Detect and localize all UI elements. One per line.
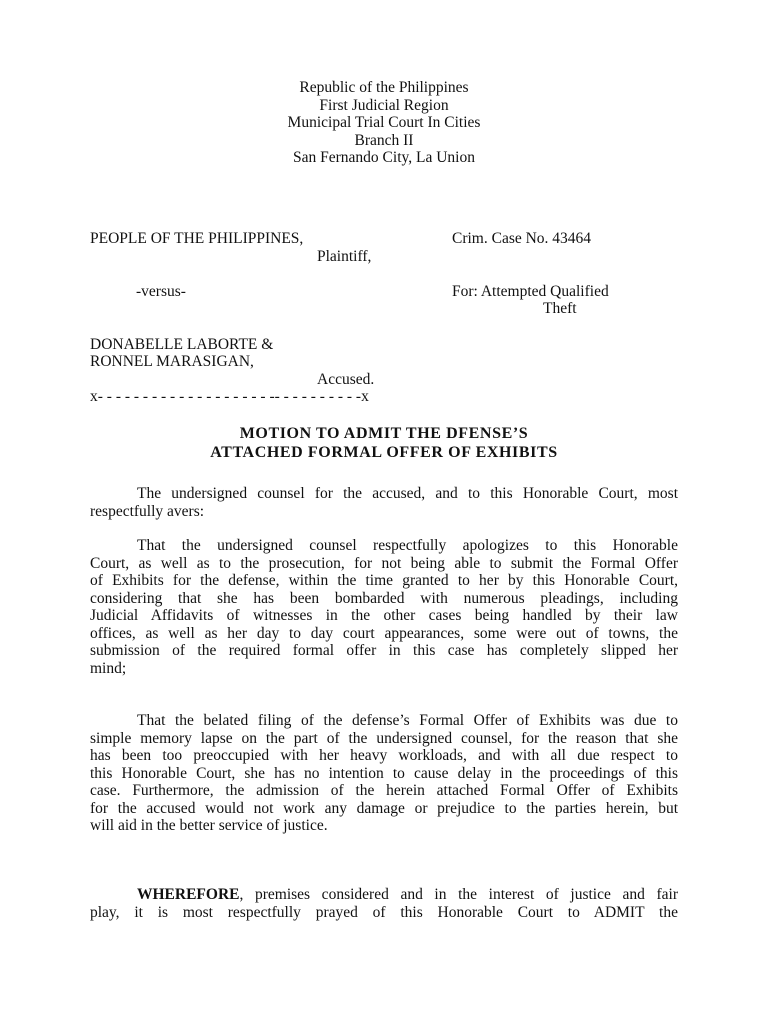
paragraph-line: Judicial Affidavits of witnesses in the other cases being handled by their law	[90, 607, 678, 624]
paragraph-line: will aid in the better service of justice.	[90, 817, 328, 834]
plaintiff-name: PEOPLE OF THE PHILIPPINES,	[90, 230, 304, 247]
paragraph-belated-filing	[90, 712, 678, 835]
paragraph-line: this Honorable Court, she has no intention to cause delay in the proceedings of this	[90, 764, 678, 782]
case-number: Crim. Case No. 43464	[452, 230, 592, 247]
paragraph-line: submission of the required formal offer in this case has completely slipped her	[90, 642, 678, 659]
paragraph-line: for the accused would not work any damage or prejudice to the parties herein, but	[90, 799, 678, 817]
plaintiff-role: Plaintiff,	[317, 248, 372, 265]
paragraph-apology	[90, 537, 678, 677]
accused-name: RONNEL MARASIGAN,	[90, 353, 254, 370]
paragraph-text: , premises considered and in the interest of justice and fair	[239, 886, 678, 903]
caption-separator: x- - - - - - - - - - - - - - - - - - - -- - - - - - - - - -x	[90, 388, 369, 405]
paragraph-intro	[90, 485, 678, 520]
paragraph-line: That the belated filing of the defense’s Formal Offer of Exhibits was due to	[137, 712, 678, 729]
paragraph-line	[90, 886, 678, 904]
versus-label: -versus-	[136, 283, 186, 300]
court-header-line: Republic of the Philippines	[299, 79, 469, 96]
motion-title-line: ATTACHED FORMAL OFFER OF EXHIBITS	[210, 444, 558, 461]
paragraph-line: considering that she has been bombarded with numerous pleadings, including	[90, 589, 678, 607]
paragraph-line: The undersigned counsel for the accused, and to this Honorable Court, most	[137, 485, 678, 502]
motion-title	[0, 424, 768, 462]
paragraph-line: case. Furthermore, the admission of the herein attached Formal Offer of Exhibits	[90, 782, 678, 799]
court-header-line: Branch II	[354, 131, 414, 149]
paragraph-line: has been too preoccupied with her heavy workloads, and with all due respect to	[90, 747, 678, 764]
accused-role: Accused.	[317, 371, 375, 388]
court-header-line: Municipal Trial Court In Cities	[287, 114, 481, 131]
paragraph-line: of Exhibits for the defense, within the time granted to her by this Honorable Court,	[90, 572, 678, 589]
paragraph-line: Court, as well as to the prosecution, for not being able to submit the Formal Offer	[90, 554, 678, 572]
paragraph-line: That the undersigned counsel respectfully apologizes to this Honorable	[137, 537, 678, 554]
offense-line: For: Attempted Qualified	[452, 283, 609, 300]
paragraph-line: respectfully avers:	[90, 502, 205, 520]
paragraph-line: simple memory lapse on the part of the undersigned counsel, for the reason that she	[90, 729, 678, 747]
motion-title-line: MOTION TO ADMIT THE DFENSE’S	[239, 425, 529, 442]
paragraph-wherefore	[90, 886, 678, 921]
offense-line: Theft	[543, 300, 577, 317]
court-header-line: First Judicial Region	[319, 96, 449, 114]
court-header-line: San Fernando City, La Union	[293, 149, 475, 166]
wherefore-keyword: WHEREFORE	[137, 886, 240, 903]
paragraph-line: play, it is most respectfully prayed of this Honorable Court to ADMIT the	[90, 903, 678, 921]
accused-name: DONABELLE LABORTE &	[90, 336, 274, 353]
court-header	[0, 79, 768, 167]
paragraph-line: offices, as well as her day to day court appearances, some were out of towns, the	[90, 624, 678, 642]
paragraph-line: mind;	[90, 659, 127, 677]
